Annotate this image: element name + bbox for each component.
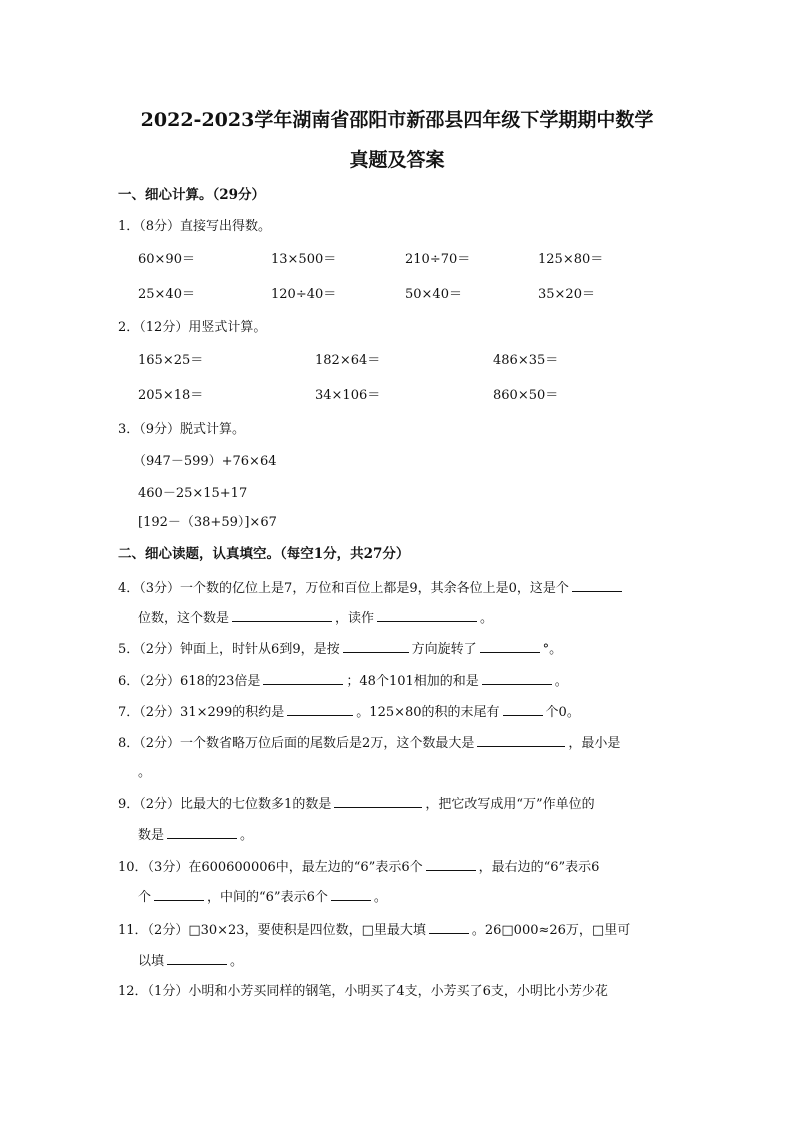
q4-text: ，读作 (335, 611, 375, 626)
question-9 (118, 795, 595, 813)
question-12: 12．（1分）小明和小芳买同样的钢笔，小明买了4支，小芳买了6支，小明比小芳少花 (118, 984, 608, 999)
document-subtitle: 真题及答案 (349, 149, 445, 171)
q7-text: 个0。 (545, 705, 580, 720)
q9-text: ，把它改写成用“万”作单位的 (425, 797, 595, 812)
q9-text: 数是 (138, 828, 165, 843)
q10-text: ，中间的“6”表示6个 (207, 890, 328, 905)
answer-blank[interactable] (167, 826, 237, 839)
calc-item: 205×18＝ (138, 388, 204, 403)
calc-item: [192－（38+59）]×67 (138, 515, 277, 530)
calc-item: 60×90＝ (138, 252, 195, 267)
question-4 (118, 579, 625, 597)
answer-blank[interactable] (287, 703, 353, 716)
calc-item: 486×35＝ (493, 353, 559, 368)
q5-text: 方向旋转了 (411, 642, 477, 657)
question-8 (118, 734, 620, 752)
q10-text: ，最右边的“6”表示6 (478, 860, 600, 875)
section-heading-2: 二、细心读题，认真填空。（每空1分，共27分） (118, 546, 410, 562)
answer-blank[interactable] (503, 703, 543, 716)
q10-text: 。 (373, 890, 387, 905)
q9-text: 。 (240, 828, 254, 843)
section-heading-1: 一、细心计算。（29分） (118, 187, 266, 203)
q6-text: 。 (554, 674, 568, 689)
q4-text: 。 (480, 611, 494, 626)
question-1-label: 1．（8分）直接写出得数。 (118, 219, 272, 234)
question-4-cont (138, 609, 493, 627)
answer-blank[interactable] (482, 672, 552, 685)
question-10-cont (138, 888, 387, 906)
q10-text: 10．（3分）在600600006中，最左边的“6”表示6个 (118, 860, 423, 875)
question-8-cont: 。 (138, 765, 152, 780)
answer-blank[interactable] (477, 734, 565, 747)
answer-blank[interactable] (429, 921, 469, 934)
question-11 (118, 921, 630, 939)
question-3-label: 3．（9分）脱式计算。 (118, 422, 246, 437)
answer-blank[interactable] (572, 579, 622, 592)
calc-item: 182×64＝ (315, 353, 381, 368)
q8-text: 8．（2分）一个数省略万位后面的尾数后是2万，这个数最大是 (118, 736, 475, 751)
calc-item: 165×25＝ (138, 353, 204, 368)
q11-text: 。 (230, 954, 244, 969)
answer-blank[interactable] (377, 609, 477, 622)
q11-text: 11．（2分）□30×23，要使积是四位数，□里最大填 (118, 923, 426, 938)
answer-blank[interactable] (263, 672, 343, 685)
question-2-label: 2．（12分）用竖式计算。 (118, 320, 267, 335)
calc-item: 120÷40＝ (271, 287, 337, 302)
q11-text: 。26□000≈26万，□里可 (471, 923, 631, 938)
calc-item: 210÷70＝ (405, 252, 471, 267)
question-7 (118, 703, 580, 721)
calc-item: 34×106＝ (315, 388, 381, 403)
answer-blank[interactable] (480, 640, 540, 653)
question-9-cont (138, 826, 253, 844)
q5-text: °。 (542, 642, 563, 657)
q5-text: 5．（2分）钟面上，时针从6到9，是按 (118, 642, 340, 657)
question-11-cont (138, 952, 243, 970)
document-title: 2022-2023学年湖南省邵阳市新邵县四年级下学期期中数学 (140, 109, 654, 131)
q11-text: 以填 (138, 954, 165, 969)
answer-blank[interactable] (167, 952, 227, 965)
q6-text: 6．（2分）618的23倍是 (118, 674, 261, 689)
q4-text: 4．（3分）一个数的亿位上是7，万位和百位上都是9，其余各位上是0，这是个 (118, 581, 569, 596)
calc-item: 50×40＝ (405, 287, 462, 302)
answer-blank[interactable] (331, 888, 371, 901)
answer-blank[interactable] (343, 640, 409, 653)
question-5 (118, 640, 562, 658)
q4-text: 位数，这个数是 (138, 611, 230, 626)
q10-text: 个 (138, 890, 152, 905)
q8-text: ，最小是 (568, 736, 621, 751)
answer-blank[interactable] (426, 858, 476, 871)
answer-blank[interactable] (154, 888, 204, 901)
calc-item: 25×40＝ (138, 287, 195, 302)
question-10 (118, 858, 599, 876)
calc-item: 460－25×15+17 (138, 486, 248, 501)
q6-text: ；48个101相加的和是 (346, 674, 479, 689)
calc-item: （947－599）+76×64 (133, 454, 277, 469)
calc-item: 860×50＝ (493, 388, 559, 403)
question-6 (118, 672, 568, 690)
q7-text: 。125×80的积的末尾有 (356, 705, 500, 720)
calc-item: 35×20＝ (538, 287, 595, 302)
calc-item: 125×80＝ (538, 252, 604, 267)
answer-blank[interactable] (334, 795, 422, 808)
calc-item: 13×500＝ (271, 252, 337, 267)
q9-text: 9．（2分）比最大的七位数多1的数是 (118, 797, 332, 812)
answer-blank[interactable] (232, 609, 332, 622)
q7-text: 7．（2分）31×299的积约是 (118, 705, 285, 720)
